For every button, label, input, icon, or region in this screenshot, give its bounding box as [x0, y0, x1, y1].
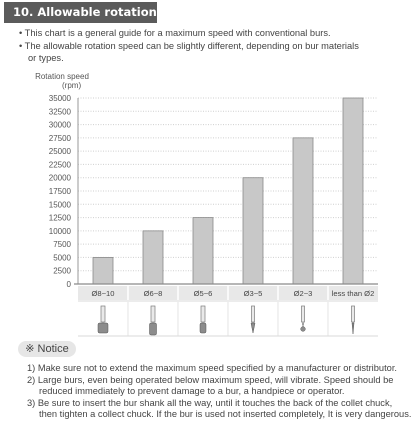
bur-shank [302, 306, 305, 322]
y-tick-label: 12500 [48, 213, 71, 223]
intro-line-2: • The allowable rotation speed can be slightly different, depending on bur materials [19, 40, 359, 51]
y-tick-label: 20000 [48, 173, 71, 183]
y-tick-label: 2500 [53, 266, 71, 276]
y-tick-label: 10000 [48, 226, 71, 236]
bur-head [200, 323, 206, 333]
intro-line-1: • This chart is a general guide for a maximum speed with conventional burs. [19, 28, 331, 38]
bur-shank [101, 306, 105, 322]
notice-item-3: 3) Be sure to insert the bur shank all the way, until it touches the back of the collet chuck, [27, 397, 393, 408]
bur-icon-4 [251, 306, 255, 333]
section-title: 10. Allowable rotation speed [4, 2, 157, 23]
intro-text [19, 27, 399, 65]
bur-shank [352, 306, 355, 322]
notice-item-2: 2) Large burs, even being operated below maximum speed, will vibrate. Speed should be [27, 374, 394, 385]
bur-head [150, 323, 157, 335]
bur-icon-2 [150, 306, 157, 335]
bar-2 [143, 231, 163, 284]
bar-6 [343, 98, 363, 284]
y-tick-label: 0 [66, 280, 71, 289]
notice-badge: ※ Notice [18, 341, 76, 357]
bur-icon-1 [98, 306, 108, 333]
category-label-6: less than Ø2 [331, 289, 375, 298]
y-tick-label: 30000 [48, 120, 71, 130]
notice-item-3-cont: then tighten a collect chuck. If the bur is used not inserted completely, It is very dangerous. [39, 409, 411, 420]
bar-1 [93, 257, 113, 284]
bur-icon-5 [301, 306, 306, 331]
category-label-1: Ø8~10 [91, 289, 115, 298]
bur-shank [201, 306, 205, 322]
chart-category-row [78, 286, 378, 300]
bar-5 [293, 138, 313, 284]
y-tick-label: 5000 [53, 253, 71, 263]
bur-head [352, 323, 354, 334]
bur-shank [151, 306, 155, 322]
bar-3 [193, 218, 213, 284]
chart-gridlines [78, 98, 378, 284]
bur-head [301, 327, 306, 332]
y-tick-label: 7500 [53, 240, 71, 250]
y-axis-title: Rotation speed [35, 72, 89, 81]
notice-item-1: 1) Make sure not to extend the maximum speed specified by a manufacturer or distributor. [27, 363, 397, 373]
y-tick-label: 35000 [48, 94, 71, 103]
bur-head [251, 323, 255, 333]
y-tick-label: 32500 [48, 107, 71, 117]
y-axis-unit: (rpm) [62, 81, 82, 90]
category-label-3: Ø5~6 [193, 289, 213, 298]
rotation-speed-chart [0, 64, 409, 339]
bar-4 [243, 178, 263, 284]
intro-line-3: or types. [28, 53, 64, 63]
notice-item-2-cont: reduced immediately to prevent damage to a bur, a handpiece or operator. [39, 386, 345, 397]
y-tick-label: 22500 [48, 160, 71, 170]
y-tick-label: 15000 [48, 200, 71, 210]
y-tick-label: 27500 [48, 133, 71, 143]
bur-icon-6 [352, 306, 355, 334]
category-label-4: Ø3~5 [243, 289, 263, 298]
category-label-2: Ø6~8 [143, 289, 163, 298]
bur-shank [252, 306, 255, 322]
bur-head-stem [302, 323, 303, 327]
bur-head [98, 323, 108, 333]
category-label-5: Ø2~3 [293, 289, 313, 298]
notice-list [27, 363, 411, 421]
y-tick-label: 25000 [48, 147, 71, 157]
chart-bur-icon-row [78, 301, 378, 336]
bur-icon-3 [200, 306, 206, 333]
y-tick-label: 17500 [48, 187, 71, 196]
